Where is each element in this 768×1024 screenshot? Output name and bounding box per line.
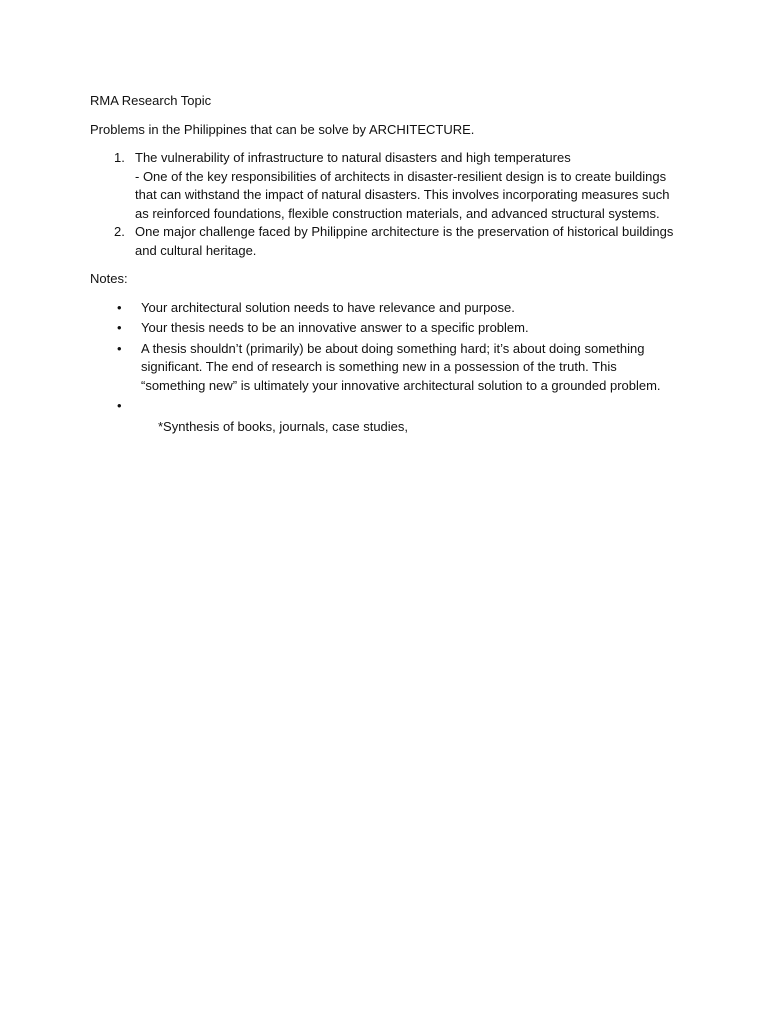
note-item xyxy=(90,299,680,318)
note-item xyxy=(90,319,680,338)
bullet-icon: • xyxy=(117,398,122,413)
intro-paragraph: Problems in the Philippines that can be solve by ARCHITECTURE. xyxy=(90,121,475,137)
problems-list xyxy=(90,149,680,260)
synthesis-line: *Synthesis of books, journals, case studies, xyxy=(158,418,409,434)
bullet-icon: • xyxy=(117,320,122,335)
problem-item xyxy=(90,149,680,223)
note-text: Your architectural solution needs to have relevance and purpose. xyxy=(141,299,515,315)
note-item xyxy=(90,397,680,416)
problem-text: One major challenge faced by Philippine architecture is the preservation of historical buildings and cultural heritage. xyxy=(135,224,674,258)
problem-text: The vulnerability of infrastructure to natural disasters and high temperatures xyxy=(135,150,571,165)
document-body xyxy=(90,92,680,436)
note-text: A thesis shouldn’t (primarily) be about doing something hard; it’s about doing something significant. The end of research is something new in a possession of the truth. This “something new” is ultimately your innovative architectural solution to a grounded problem. xyxy=(141,340,661,393)
problem-number: 2. xyxy=(114,224,125,239)
note-item xyxy=(90,340,680,396)
bullet-icon: • xyxy=(117,299,122,315)
notes-label: Notes: xyxy=(90,271,128,286)
problem-number: 1. xyxy=(114,150,125,165)
notes-list xyxy=(90,299,680,416)
document-title: RMA Research Topic xyxy=(90,93,212,108)
problem-item xyxy=(90,223,680,260)
bullet-icon: • xyxy=(117,340,122,356)
note-text: Your thesis needs to be an innovative answer to a specific problem. xyxy=(141,320,529,335)
problem-detail: - One of the key responsibilities of architects in disaster-resilient design is to create buildings that can withstand the impact of natural disasters. This involves incorporating measures such as reinforced foundations, flexible construction materials, and advanced structural systems. xyxy=(135,168,670,221)
